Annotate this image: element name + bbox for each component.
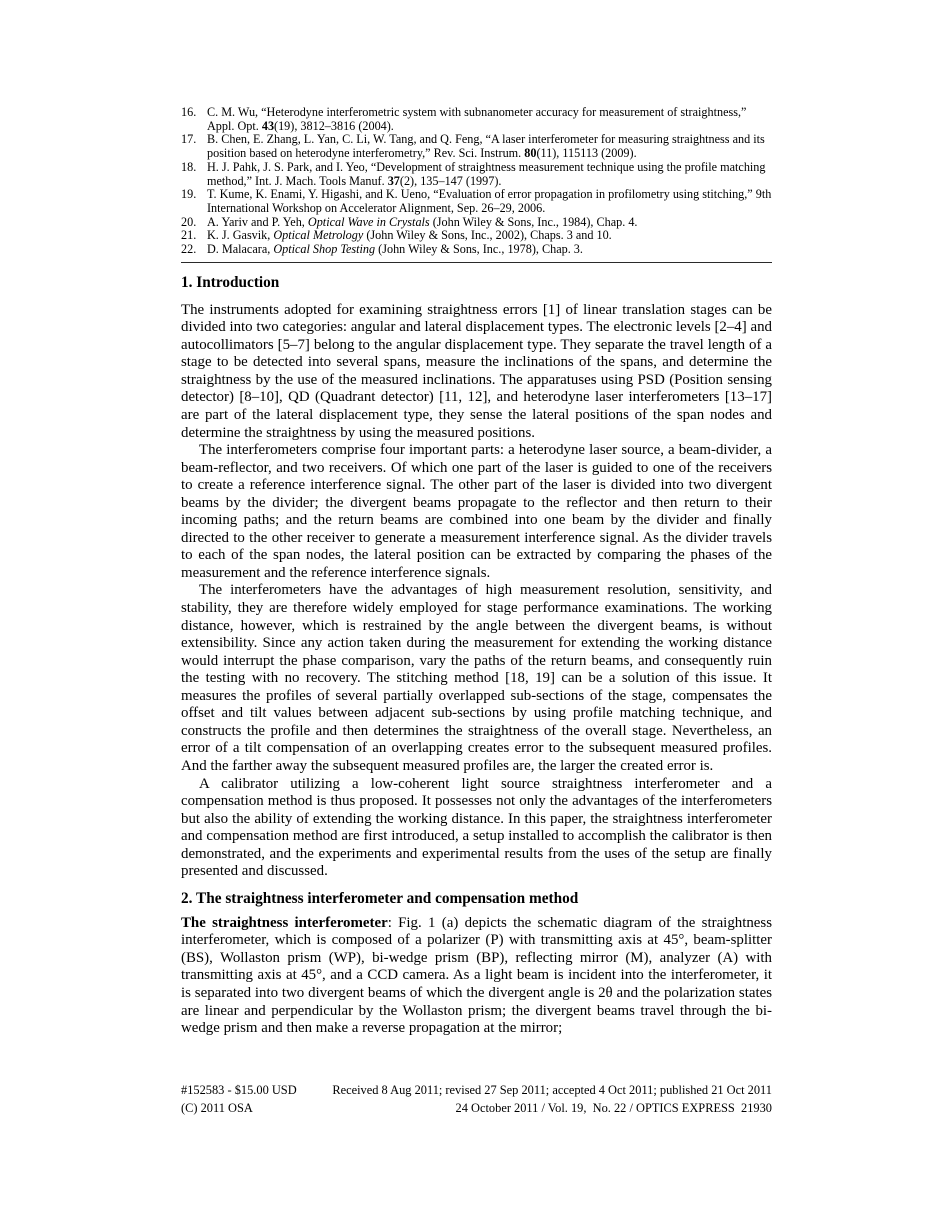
- reference-item: [181, 161, 772, 188]
- reference-item: [181, 229, 772, 243]
- text-segment: Optical Shop Testing: [273, 242, 376, 257]
- reference-item: [181, 133, 772, 160]
- text-segment: (2), 135–147 (1997).: [399, 173, 502, 188]
- text-segment: C. M. Wu, “Heterodyne interferometric system with subnanometer accuracy for measurement of straightness,” Appl. Opt.: [207, 105, 747, 133]
- reference-item: [181, 243, 772, 257]
- text-segment: (19), 3812–3816 (2004).: [274, 118, 394, 133]
- text-segment: The straightness interferometer: [181, 914, 388, 931]
- text-segment: T. Kume, K. Enami, Y. Higashi, and K. Ueno, “Evaluation of error propagation in profilometry using stitching,” 9th International Workshop on Accelerator Alignment, Sep. 26–29, 2006.: [207, 187, 772, 215]
- reference-number: 18.: [181, 159, 197, 174]
- text-segment: (John Wiley & Sons, Inc., 2002), Chaps. 3 and 10.: [363, 228, 612, 243]
- reference-number: 16.: [181, 105, 197, 119]
- footer-row-1: [181, 1081, 772, 1099]
- text-segment: A. Yariv and P. Yeh,: [207, 214, 308, 229]
- paragraph-intro-3: The interferometers have the advantages of high measurement resolution, sensitivity, and stability, they are therefore widely employed for stage performance examinations. The working distance, however, which is restrained by the angle between the divergent beams, is without extensibility. Since any action taken during the measurement for extending the working distance would interrupt the phase comparison, vary the paths of the return beams, and consequently ruin the testing with no recovery. The stitching method [18, 19] can be a solution of this issue. It measures the profiles of several partially overlapped sub-sections of the stage, compensates the offset and tilt values between adjacent sub-sections by using profile matching technique, and constructs the profile and then determines the straightness of the overall stage. Nevertheless, an error of a tilt compensation of an overlapping creates error to the subsequent measured profiles. And the farther away the subsequent measured profiles are, the larger the created error is.: [181, 582, 772, 774]
- received-history: Received 8 Aug 2011; revised 27 Sep 2011; accepted 4 Oct 2011; published 21 Oct 2011: [332, 1083, 772, 1097]
- page-content: [181, 0, 772, 1038]
- reference-text: [207, 216, 772, 230]
- text-segment: B. Chen, E. Zhang, L. Yan, C. Li, W. Tang, and Q. Feng, “A laser interferometer for measuring straightness and its position based on heterodyne interferometry,” Rev. Sci. Instrum.: [207, 132, 765, 161]
- text-segment: 37: [387, 173, 400, 188]
- reference-text: [207, 229, 772, 243]
- copyright-notice: (C) 2011 OSA: [181, 1101, 253, 1116]
- reference-text: [207, 133, 772, 160]
- reference-number: 22.: [181, 242, 197, 257]
- text-segment: H. J. Pahk, J. S. Park, and I. Yeo, “Development of straightness measurement technique using the profile matching method,” Int. J. Mach. Tools Manuf.: [207, 159, 766, 188]
- text-segment: D. Malacara,: [207, 242, 274, 257]
- text-segment: (John Wiley & Sons, Inc., 1984), Chap. 4.: [429, 214, 638, 229]
- journal-citation: 24 October 2011 / Vol. 19, No. 22 / OPTICS EXPRESS 21930: [455, 1101, 772, 1116]
- section-heading-method: 2. The straightness interferometer and compensation method: [181, 889, 579, 907]
- section-divider: [181, 262, 772, 263]
- reference-text: [207, 243, 772, 257]
- text-segment: 80: [524, 146, 537, 161]
- text-segment: Optical Metrology: [273, 228, 364, 243]
- submission-id: #152583 - $15.00 USD: [181, 1083, 297, 1097]
- reference-number: 17.: [181, 132, 197, 147]
- text-segment: K. J. Gasvik,: [207, 228, 274, 243]
- reference-number: 20.: [181, 214, 197, 229]
- reference-text: [207, 161, 772, 188]
- footer-row-2: [181, 1099, 772, 1117]
- text-segment: 43: [261, 118, 275, 133]
- text-segment: Optical Wave in Crystals: [307, 214, 430, 229]
- reference-text: [207, 188, 772, 215]
- paragraph-intro-1: The instruments adopted for examining straightness errors [1] of linear translation stages can be divided into two categories: angular and lateral displacement types. The electronic levels [2–4] and autocollimators [5–7] belong to the angular displacement type. They separate the travel length of a stage to be detected into several spans, measure the inclinations of the spans, and determine the straightness by the use of the measured inclinations. The apparatuses using PSD (Position sensing detector) [8–10], QD (Quadrant detector) [11, 12], and heterodyne laser interferometers [13–17] are part of the lateral displacement type, they sense the lateral positions of the span nodes and determine the straightness by using the measured positions.: [181, 301, 772, 441]
- text-segment: (John Wiley & Sons, Inc., 1978), Chap. 3.: [375, 242, 583, 257]
- paragraph-intro-2: The interferometers comprise four important parts: a heterodyne laser source, a beam-divider, a beam-reflector, and two receivers. Of which one part of the laser is guided to one of the receivers to create a reference interference signal. The other part of the laser is divided into two divergent beams by the divider; the divergent beams propagate to the reflector and then return to their incoming paths; and the return beams are combined into one beam by the divider and finally directed to the other receiver to generate a measurement interference signal. As the divider travels to each of the span nodes, the lateral position can be extracted by comparing the phases of the measurement and the reference interference signals.: [181, 442, 772, 581]
- reference-list: [181, 0, 772, 257]
- text-segment: (11), 115113 (2009).: [536, 146, 637, 161]
- reference-item: [181, 106, 772, 133]
- paragraph-method-1: [181, 915, 772, 1038]
- reference-number: 19.: [181, 187, 197, 202]
- reference-item: [181, 216, 772, 230]
- page-footer: [181, 1081, 772, 1118]
- section-heading-introduction: 1. Introduction: [181, 273, 280, 291]
- paragraph-intro-4: A calibrator utilizing a low-coherent light source straightness interferometer and a compensation method is thus proposed. It possesses not only the advantages of the interferometers but also the ability of extending the working distance. In this paper, the straightness interferometer and compensation method are first introduced, a setup installed to accomplish the calibrator is then demonstrated, and the experiments and experimental results from the uses of the setup are finally presented and discussed.: [181, 775, 772, 880]
- text-segment: : Fig. 1 (a) depicts the schematic diagram of the straightness interferometer, which is composed of a polarizer (P) with transmitting axis at 45°, beam-splitter (BS), Wollaston prism (WP), bi-wedge prism (BP), reflecting mirror (M), analyzer (A) with transmitting axis at 45°, and a CCD camera. As a light beam is incident into the interferometer, it is separated into two divergent beams of which the divergent angle is 2θ and the polarization states are linear and perpendicular by the Wollaston prism; the divergent beams travel through the bi-wedge prism and then make a reverse propagation at the mirror;: [181, 914, 772, 1037]
- reference-item: [181, 188, 772, 215]
- reference-text: [207, 106, 772, 133]
- reference-number: 21.: [181, 228, 197, 243]
